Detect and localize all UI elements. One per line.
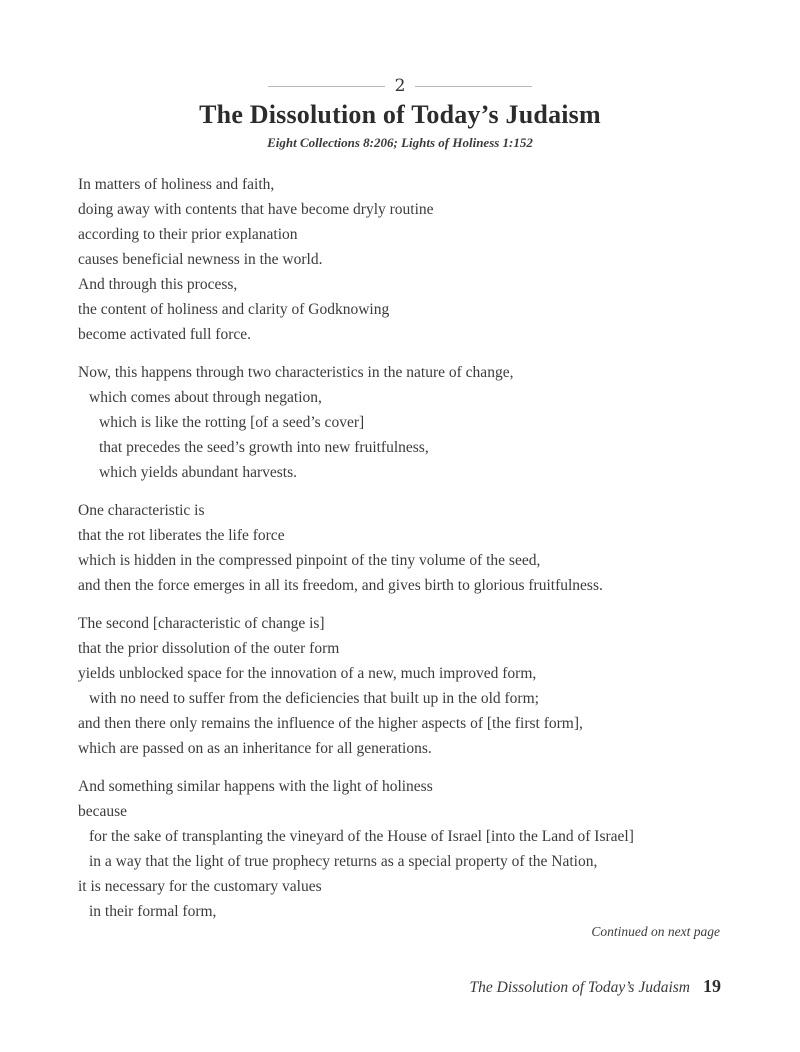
poem-line: yields unblocked space for the innovation of a new, much improved form, (78, 665, 537, 682)
poem-line: in their formal form, (89, 903, 217, 920)
poem-line: which yields abundant harvests. (99, 464, 298, 481)
page-footer (470, 976, 721, 997)
poem-line: And something similar happens with the light of holiness (78, 778, 433, 795)
poem-body (78, 172, 760, 937)
poem-line: become activated full force. (78, 326, 251, 343)
continued-note: Continued on next page (591, 924, 720, 939)
poem-line: and then there only remains the influence of the higher aspects of [the first form], (78, 715, 583, 732)
poem-line: for the sake of transplanting the vineyard of the House of Israel [into the Land of Israel] (89, 828, 634, 845)
stanza (78, 774, 760, 924)
stanza (78, 611, 760, 761)
poem-line: and then the force emerges in all its freedom, and gives birth to glorious fruitfulness. (78, 577, 603, 594)
chapter-title: The Dissolution of Today’s Judaism (199, 100, 601, 129)
stanza (78, 172, 760, 347)
poem-line: causes beneficial newness in the world. (78, 251, 323, 268)
poem-line: because (78, 803, 128, 820)
poem-line: that the rot liberates the life force (78, 527, 285, 544)
poem-line: which is hidden in the compressed pinpoint of the tiny volume of the seed, (78, 552, 541, 569)
decorative-rule-left (268, 86, 385, 87)
stanza (78, 360, 760, 485)
page-number: 19 (703, 976, 721, 996)
poem-line: which comes about through negation, (89, 389, 322, 406)
chapter-heading (0, 78, 800, 95)
chapter-subtitle: Eight Collections 8:206; Lights of Holiness 1:152 (267, 135, 533, 150)
poem-line: that the prior dissolution of the outer form (78, 640, 340, 657)
poem-line: which are passed on as an inheritance for all generations. (78, 740, 432, 757)
poem-line: according to their prior explanation (78, 226, 298, 243)
chapter-number: 2 (394, 76, 406, 96)
running-title: The Dissolution of Today’s Judaism (469, 979, 690, 996)
poem-line: with no need to suffer from the deficiencies that built up in the old form; (89, 690, 539, 707)
poem-line: doing away with contents that have become dryly routine (78, 201, 434, 218)
poem-line: in a way that the light of true prophecy returns as a special property of the Nation, (89, 853, 598, 870)
poem-line: And through this process, (78, 276, 238, 293)
poem-line: The second [characteristic of change is] (78, 615, 325, 632)
poem-line: One characteristic is (78, 502, 205, 519)
poem-line: which is like the rotting [of a seed’s cover] (99, 414, 365, 431)
decorative-rule-right (415, 86, 532, 87)
poem-line: it is necessary for the customary values (78, 878, 322, 895)
stanza (78, 498, 760, 598)
poem-line: the content of holiness and clarity of Godknowing (78, 301, 390, 318)
poem-line: that precedes the seed’s growth into new fruitfulness, (99, 439, 429, 456)
poem-line: Now, this happens through two characteristics in the nature of change, (78, 364, 514, 381)
poem-line: In matters of holiness and faith, (78, 176, 275, 193)
